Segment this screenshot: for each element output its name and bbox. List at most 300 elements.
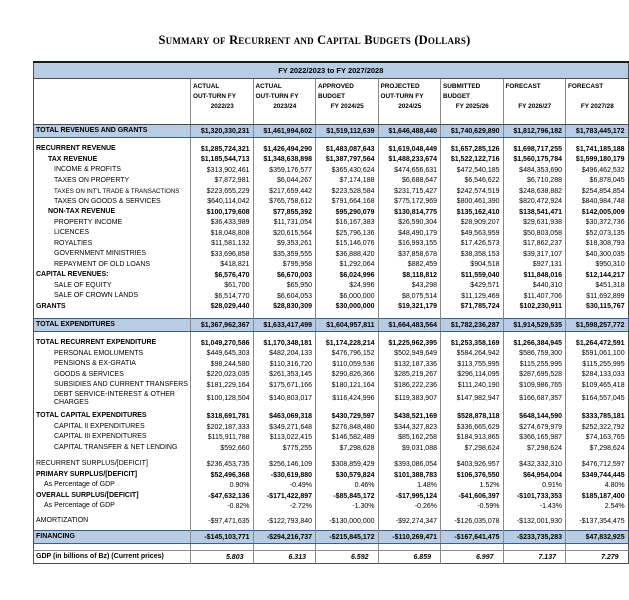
page-title: Summary of Recurrent and Capital Budgets (Dollars) — [158, 33, 471, 47]
cell-value: $1,348,638,898 — [253, 155, 316, 166]
row-label: RECURRENT REVENUE — [36, 145, 116, 153]
cell-value: $28,029,440 — [191, 302, 254, 313]
row-label: AMORTIZATION — [36, 516, 89, 524]
column-header: ACTUAL OUT-TURN FY 2022/23 — [191, 79, 254, 125]
cell-value: -$30,619,880 — [253, 470, 316, 481]
cell-value: $800,461,390 — [441, 197, 504, 208]
budget-table-body — [34, 125, 629, 564]
cell-value: $185,187,400 — [566, 491, 629, 502]
row-label: NON-TAX REVENUE — [48, 208, 116, 216]
cell-value: $366,165,987 — [503, 432, 566, 443]
cell-value: -$17,995,124 — [378, 491, 441, 502]
cell-value: $47,832,925 — [566, 531, 629, 544]
cell-value: $254,854,854 — [566, 186, 629, 197]
cell-value: 5.803 — [191, 551, 254, 564]
table-row — [34, 443, 629, 454]
cell-value: $16,167,383 — [316, 218, 379, 229]
table-row — [34, 302, 629, 313]
period-row — [34, 62, 629, 79]
cell-value: $11,407,706 — [503, 291, 566, 302]
cell-value: $71,785,724 — [441, 302, 504, 313]
table-row — [34, 319, 629, 332]
cell-value: 0.46% — [316, 480, 379, 491]
cell-value: $1,253,358,169 — [441, 338, 504, 349]
cell-value: $1,560,175,784 — [503, 155, 566, 166]
column-header-row — [34, 79, 629, 125]
cell-value: -$294,216,737 — [253, 531, 316, 544]
cell-value: 2.54% — [566, 501, 629, 512]
cell-value: -$145,103,771 — [191, 531, 254, 544]
cell-value: $640,114,042 — [191, 197, 254, 208]
cell-value: $164,557,045 — [566, 391, 629, 408]
cell-value: $65,950 — [253, 281, 316, 292]
row-label: DEBT SERVICE-INTEREST & OTHER CHARGES — [54, 390, 175, 406]
cell-value: $474,656,631 — [378, 165, 441, 176]
cell-value: $231,715,427 — [378, 186, 441, 197]
cell-value: $6,710,288 — [503, 176, 566, 187]
table-row — [34, 186, 629, 197]
cell-value: $223,528,584 — [316, 186, 379, 197]
cell-value: $39,317,107 — [503, 249, 566, 260]
table-row — [34, 197, 629, 208]
cell-value: $820,472,924 — [503, 197, 566, 208]
table-row — [34, 239, 629, 250]
cell-value: $15,146,076 — [316, 239, 379, 250]
table-row — [34, 380, 629, 391]
cell-value: $64,954,004 — [503, 470, 566, 481]
column-header: PROJECTED OUT-TURN FY 2024/25 — [378, 79, 441, 125]
cell-value: $1,387,797,564 — [316, 155, 379, 166]
row-label: As Percentage of GDP — [44, 481, 115, 489]
cell-value: $584,264,942 — [441, 349, 504, 360]
cell-value: $146,582,489 — [316, 432, 379, 443]
cell-value: $1,483,087,643 — [316, 144, 379, 155]
cell-value: $274,679,979 — [503, 422, 566, 433]
cell-value: $202,187,333 — [191, 422, 254, 433]
cell-value: $110,316,720 — [253, 359, 316, 370]
cell-value: $308,859,429 — [316, 459, 379, 470]
cell-value: 6.997 — [441, 551, 504, 564]
table-row — [34, 125, 629, 138]
cell-value: $6,024,996 — [316, 270, 379, 281]
cell-value: $1,522,122,716 — [441, 155, 504, 166]
cell-value: 6.859 — [378, 551, 441, 564]
cell-value: $6,670,003 — [253, 270, 316, 281]
row-label: GOODS & SERVICES — [54, 370, 124, 378]
row-label: TOTAL REVENUES AND GRANTS — [34, 125, 191, 138]
cell-value: $1,266,384,945 — [503, 338, 566, 349]
cell-value: $365,430,624 — [316, 165, 379, 176]
cell-value: -0.59% — [441, 501, 504, 512]
table-row — [34, 349, 629, 360]
cell-value: $135,162,410 — [441, 207, 504, 218]
row-label: GRANTS — [36, 302, 66, 310]
row-label: PERSONAL EMOLUMENTS — [54, 349, 144, 357]
cell-value: $1,914,529,535 — [503, 319, 566, 332]
cell-value: $181,229,164 — [191, 380, 254, 391]
row-label: LICENCES — [54, 229, 90, 237]
cell-value: $95,290,079 — [316, 207, 379, 218]
cell-value: $40,300,035 — [566, 249, 629, 260]
cell-value: -$132,001,930 — [503, 516, 566, 527]
cell-value: $333,785,181 — [566, 411, 629, 422]
cell-value: $284,133,033 — [566, 370, 629, 381]
row-label: GOVERNMENT MINISTRIES — [54, 250, 147, 258]
cell-value: $276,848,480 — [316, 422, 379, 433]
table-row — [34, 338, 629, 349]
cell-value: $166,687,357 — [503, 391, 566, 408]
row-label: TOTAL EXPENDITURES — [34, 319, 191, 332]
cell-value: -1.30% — [316, 501, 379, 512]
cell-value: $85,162,258 — [378, 432, 441, 443]
cell-value: $1,619,048,449 — [378, 144, 441, 155]
table-row — [34, 249, 629, 260]
table-row — [34, 281, 629, 292]
cell-value: $418,821 — [191, 260, 254, 271]
row-label: SUBSIDIES AND CURRENT TRANSFERS — [54, 381, 188, 389]
cell-value: $36,433,989 — [191, 218, 254, 229]
cell-value: $6,576,470 — [191, 270, 254, 281]
cell-value: 1.48% — [378, 480, 441, 491]
cell-value: $765,758,612 — [253, 197, 316, 208]
cell-value: $7,872,981 — [191, 176, 254, 187]
cell-value: $43,298 — [378, 281, 441, 292]
cell-value: $296,114,095 — [441, 370, 504, 381]
row-label: CAPITAL REVENUES: — [36, 271, 109, 279]
cell-value: $1,741,185,188 — [566, 144, 629, 155]
cell-value: $429,571 — [441, 281, 504, 292]
row-label: ROYALTIES — [54, 239, 93, 247]
cell-value: $223,655,229 — [191, 186, 254, 197]
table-row — [34, 411, 629, 422]
cell-value: -1.43% — [503, 501, 566, 512]
cell-value: $904,518 — [441, 260, 504, 271]
cell-value: $49,563,959 — [441, 228, 504, 239]
cell-value: $449,645,303 — [191, 349, 254, 360]
row-label: REPAYMENT OF OLD LOANS — [54, 260, 151, 268]
cell-value: $795,958 — [253, 260, 316, 271]
cell-value: $115,255,995 — [566, 359, 629, 370]
spacer-row — [34, 544, 629, 551]
cell-value: $349,271,648 — [253, 422, 316, 433]
cell-value: $11,731,054 — [253, 218, 316, 229]
cell-value: $950,310 — [566, 260, 629, 271]
cell-value: $106,376,550 — [441, 470, 504, 481]
cell-value: $6,878,045 — [566, 176, 629, 187]
column-header: FORECAST FY 2027/28 — [566, 79, 629, 125]
row-label: TAX REVENUE — [48, 155, 98, 163]
cell-value: $463,069,318 — [253, 411, 316, 422]
cell-value: 4.80% — [566, 480, 629, 491]
cell-value: $20,615,564 — [253, 228, 316, 239]
cell-value: $7,298,624 — [441, 443, 504, 454]
cell-value: $11,848,016 — [503, 270, 566, 281]
cell-value: $1,488,233,674 — [378, 155, 441, 166]
cell-value: $1,185,544,713 — [191, 155, 254, 166]
cell-value: $30,579,824 — [316, 470, 379, 481]
row-label: As Percentage of GDP — [44, 502, 115, 510]
cell-value: $52,496,368 — [191, 470, 254, 481]
cell-value: $102,230,911 — [503, 302, 566, 313]
cell-value: $484,353,690 — [503, 165, 566, 176]
table-row — [34, 270, 629, 281]
cell-value: -$110,269,471 — [378, 531, 441, 544]
cell-value: $592,660 — [191, 443, 254, 454]
cell-value: $1,264,472,591 — [566, 338, 629, 349]
cell-value: $109,465,418 — [566, 380, 629, 391]
cell-value: $496,462,532 — [566, 165, 629, 176]
cell-value: $36,888,420 — [316, 249, 379, 260]
cell-value: $30,115,767 — [566, 302, 629, 313]
cell-value: $482,204,133 — [253, 349, 316, 360]
cell-value: $77,855,392 — [253, 207, 316, 218]
cell-value: $113,022,415 — [253, 432, 316, 443]
table-row — [34, 459, 629, 470]
cell-value: -$101,733,353 — [503, 491, 566, 502]
cell-value: $1,633,417,499 — [253, 319, 316, 332]
cell-value: $29,631,938 — [503, 218, 566, 229]
table-row — [34, 260, 629, 271]
cell-value: $111,240,190 — [441, 380, 504, 391]
cell-value: $1,367,962,367 — [191, 319, 254, 332]
cell-value: $6,514,770 — [191, 291, 254, 302]
cell-value: -$97,471,635 — [191, 516, 254, 527]
cell-value: $586,759,300 — [503, 349, 566, 360]
cell-value: $1,426,494,290 — [253, 144, 316, 155]
cell-value: $24,996 — [316, 281, 379, 292]
cell-value: $52,073,135 — [566, 228, 629, 239]
row-label: TOTAL RECURRENT EXPENDITURE — [36, 339, 157, 347]
cell-value: $116,424,996 — [316, 391, 379, 408]
cell-value: -$137,354,475 — [566, 516, 629, 527]
cell-value: -$126,035,078 — [441, 516, 504, 527]
cell-value: $11,129,469 — [441, 291, 504, 302]
cell-value: $6,044,267 — [253, 176, 316, 187]
cell-value: $1,461,994,602 — [253, 125, 316, 138]
row-label: PRIMARY SURPLUS/[DEFICIT] — [36, 470, 138, 478]
cell-value: $110,059,536 — [316, 359, 379, 370]
cell-value: $180,121,164 — [316, 380, 379, 391]
cell-value: $113,755,995 — [441, 359, 504, 370]
cell-value: $1,783,445,172 — [566, 125, 629, 138]
cell-value: $61,700 — [191, 281, 254, 292]
table-row — [34, 144, 629, 155]
cell-value: 7.137 — [503, 551, 566, 564]
cell-value: $236,453,735 — [191, 459, 254, 470]
cell-value: $11,692,899 — [566, 291, 629, 302]
cell-value: $1,049,270,586 — [191, 338, 254, 349]
column-header: ACTUAL OUT-TURN FY 2023/24 — [253, 79, 316, 125]
cell-value: $28,909,207 — [441, 218, 504, 229]
cell-value: $119,383,907 — [378, 391, 441, 408]
cell-value: $9,031,088 — [378, 443, 441, 454]
cell-value: $100,179,608 — [191, 207, 254, 218]
row-label: RECURRENT SURPLUS/[DEFICIT] — [36, 460, 148, 468]
row-label: TAXES ON PROPERTY — [54, 176, 130, 184]
cell-value: -$122,793,840 — [253, 516, 316, 527]
cell-value: -2.72% — [253, 501, 316, 512]
table-row — [34, 501, 629, 512]
row-label: CAPITAL II EXPENDITURES — [54, 422, 145, 430]
cell-value: -0.26% — [378, 501, 441, 512]
cell-value: $130,814,775 — [378, 207, 441, 218]
cell-value: $16,993,155 — [378, 239, 441, 250]
cell-value: $28,830,309 — [253, 302, 316, 313]
cell-value: $528,878,118 — [441, 411, 504, 422]
table-row — [34, 291, 629, 302]
cell-value: $19,321,179 — [378, 302, 441, 313]
table-row — [34, 551, 629, 564]
cell-value: $30,372,736 — [566, 218, 629, 229]
cell-value: $1,698,717,255 — [503, 144, 566, 155]
cell-value: $30,000,000 — [316, 302, 379, 313]
cell-value: -$92,274,347 — [378, 516, 441, 527]
cell-value: $7,298,624 — [503, 443, 566, 454]
cell-value: $432,332,310 — [503, 459, 566, 470]
cell-value: $285,219,267 — [378, 370, 441, 381]
cell-value: $140,803,017 — [253, 391, 316, 408]
cell-value: $25,796,136 — [316, 228, 379, 239]
cell-value: $438,521,169 — [378, 411, 441, 422]
cell-value: $7,298,624 — [566, 443, 629, 454]
cell-value: $430,729,597 — [316, 411, 379, 422]
cell-value: $220,023,035 — [191, 370, 254, 381]
cell-value: -$41,606,397 — [441, 491, 504, 502]
cell-value: $12,144,217 — [566, 270, 629, 281]
cell-value: $18,308,793 — [566, 239, 629, 250]
cell-value: $1,285,724,321 — [191, 144, 254, 155]
cell-value: $6,546,622 — [441, 176, 504, 187]
cell-value: $1,646,488,440 — [378, 125, 441, 138]
cell-value: $440,310 — [503, 281, 566, 292]
cell-value: $261,353,145 — [253, 370, 316, 381]
cell-value: 0.90% — [191, 480, 254, 491]
period-header: FY 2022/2023 to FY 2027/2028 — [34, 62, 629, 79]
cell-value: $359,176,577 — [253, 165, 316, 176]
cell-value: $791,664,168 — [316, 197, 379, 208]
cell-value: $1,657,285,126 — [441, 144, 504, 155]
cell-value: $1,170,348,181 — [253, 338, 316, 349]
table-row — [34, 422, 629, 433]
cell-value: $403,926,957 — [441, 459, 504, 470]
cell-value: $349,744,445 — [566, 470, 629, 481]
cell-value: $476,712,597 — [566, 459, 629, 470]
cell-value: $252,322,792 — [566, 422, 629, 433]
row-label: GDP (in billions of Bz) (Current prices) — [34, 551, 191, 564]
cell-value: $8,118,812 — [378, 270, 441, 281]
cell-value: 0.91% — [503, 480, 566, 491]
cell-value: $1,519,112,639 — [316, 125, 379, 138]
corner-cell — [34, 79, 191, 125]
cell-value: $1,320,330,231 — [191, 125, 254, 138]
cell-value: -0.49% — [253, 480, 316, 491]
cell-value: $840,984,748 — [566, 197, 629, 208]
cell-value: $248,638,882 — [503, 186, 566, 197]
table-row — [34, 165, 629, 176]
cell-value: $290,826,366 — [316, 370, 379, 381]
cell-value: $217,659,442 — [253, 186, 316, 197]
cell-value: -$215,845,172 — [316, 531, 379, 544]
cell-value: $6,000,000 — [316, 291, 379, 302]
cell-value: $775,172,969 — [378, 197, 441, 208]
column-header: SUBMITTED BUDGET FY 2025/26 — [441, 79, 504, 125]
cell-value: $775,255 — [253, 443, 316, 454]
row-label: SALE OF EQUITY — [54, 281, 112, 289]
cell-value: $591,061,100 — [566, 349, 629, 360]
cell-value: -$130,000,000 — [316, 516, 379, 527]
cell-value: $313,902,461 — [191, 165, 254, 176]
table-row — [34, 176, 629, 187]
cell-value: -$167,641,475 — [441, 531, 504, 544]
table-row — [34, 391, 629, 408]
cell-value: $9,353,261 — [253, 239, 316, 250]
row-label: PROPERTY INCOME — [54, 218, 123, 226]
cell-value: $472,540,185 — [441, 165, 504, 176]
table-row — [34, 516, 629, 527]
cell-value: $138,541,471 — [503, 207, 566, 218]
cell-value: $344,327,823 — [378, 422, 441, 433]
cell-value: $393,086,054 — [378, 459, 441, 470]
cell-value: $33,696,858 — [191, 249, 254, 260]
cell-value: $37,858,678 — [378, 249, 441, 260]
cell-value: $1,225,962,395 — [378, 338, 441, 349]
cell-value: $26,590,304 — [378, 218, 441, 229]
table-row — [34, 218, 629, 229]
row-label: PENSIONS & EX-GRATIA — [54, 360, 136, 368]
cell-value: $17,426,573 — [441, 239, 504, 250]
row-label: TAXES ON GOODS & SERVICES — [54, 197, 161, 205]
cell-value: $147,982,947 — [441, 391, 504, 408]
cell-value: -$47,632,136 — [191, 491, 254, 502]
cell-value: $101,388,783 — [378, 470, 441, 481]
cell-value: 1.52% — [441, 480, 504, 491]
cell-value: 7.279 — [566, 551, 629, 564]
cell-value: $98,244,580 — [191, 359, 254, 370]
table-row — [34, 207, 629, 218]
row-label: TOTAL CAPITAL EXPENDITURES — [36, 412, 147, 420]
table-row — [34, 432, 629, 443]
cell-value: $132,187,336 — [378, 359, 441, 370]
cell-value: $18,048,808 — [191, 228, 254, 239]
cell-value: $882,459 — [378, 260, 441, 271]
row-label: CAPITAL III EXPENDITURES — [54, 433, 147, 441]
cell-value: $17,862,237 — [503, 239, 566, 250]
cell-value: $48,490,179 — [378, 228, 441, 239]
row-label: CAPITAL TRANSFER & NET LENDING — [54, 443, 178, 451]
cell-value: -0.82% — [191, 501, 254, 512]
row-label: TAXES ON INT'L TRADE & TRANSACTIONS — [54, 187, 180, 195]
table-row — [34, 228, 629, 239]
cell-value: $502,949,649 — [378, 349, 441, 360]
cell-value: $109,986,765 — [503, 380, 566, 391]
cell-value: $1,174,228,214 — [316, 338, 379, 349]
cell-value: $318,691,781 — [191, 411, 254, 422]
cell-value: $451,318 — [566, 281, 629, 292]
cell-value: $7,298,628 — [316, 443, 379, 454]
table-row — [34, 359, 629, 370]
cell-value: -$233,735,283 — [503, 531, 566, 544]
cell-value: $8,075,514 — [378, 291, 441, 302]
cell-value: $1,599,180,179 — [566, 155, 629, 166]
cell-value: $1,812,796,182 — [503, 125, 566, 138]
cell-value: $1,598,257,772 — [566, 319, 629, 332]
cell-value: $648,144,590 — [503, 411, 566, 422]
budget-table — [33, 61, 629, 564]
cell-value: $100,128,504 — [191, 391, 254, 408]
column-header: FORECAST FY 2026/27 — [503, 79, 566, 125]
row-label: INCOME & PROFITS — [54, 166, 121, 174]
table-row — [34, 470, 629, 481]
